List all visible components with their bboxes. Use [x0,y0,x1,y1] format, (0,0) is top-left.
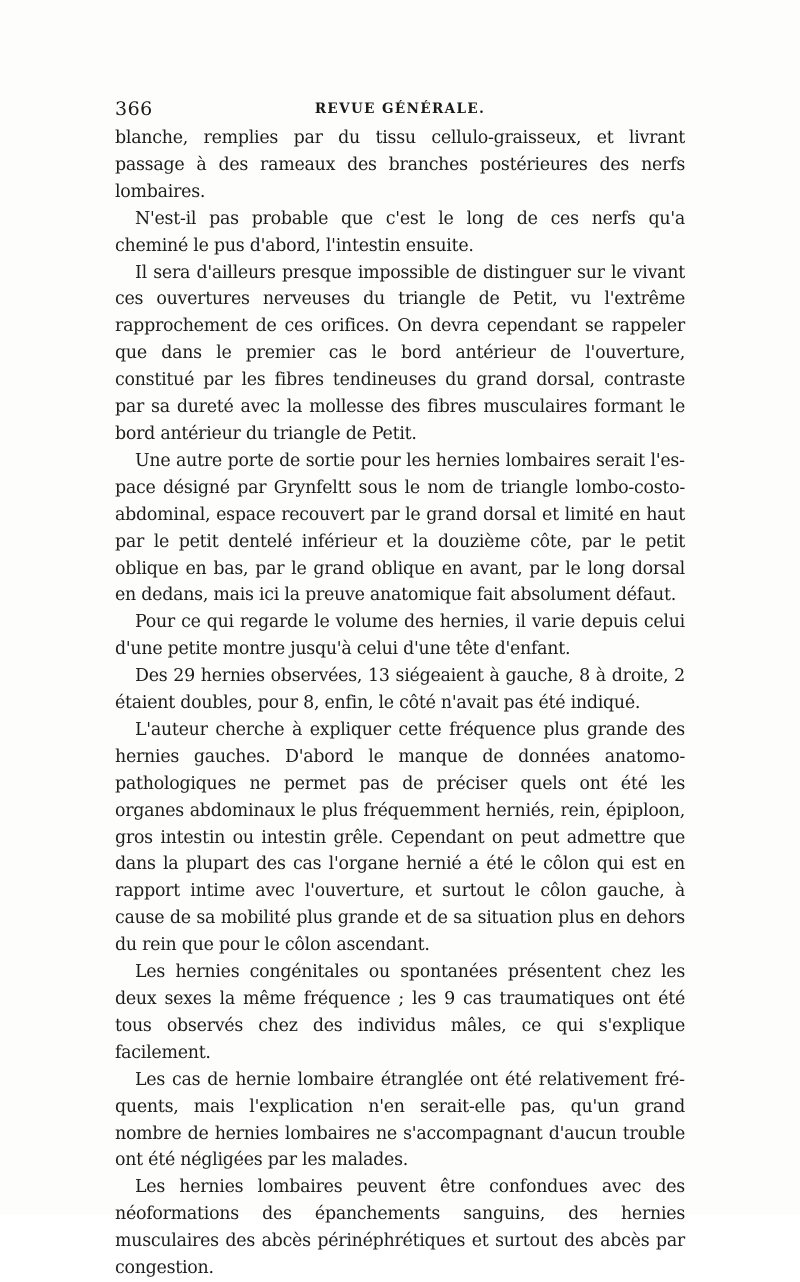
paragraph: N'est-il pas probable que c'est le long de ces nerfs qu'a cheminé le pus d'abord, l'intestin ensuite. [115,208,685,256]
paragraph: Les hernies lombaires peuvent être confondues avec des néoformations des épanchements sanguins, des hernies musculaires des abcès périnéphrétiques et surtout des abcès par congestion. [115,1177,685,1279]
paragraph: Les cas de hernie lombaire étranglée ont été relativement fréquents, mais l'explication n'en serait-elle pas, qu'un grand nombre de hernies lombaires ne s'accompagnant d'aucun trouble ont été négligées par les malades. [115,1069,685,1171]
paragraph: blanche, remplies par du tissu cellulo-graisseux, et livrant passage à des rameaux des branches postérieures des nerfs lombaires. [115,128,685,202]
page-header [115,98,685,126]
body-text [115,125,685,1282]
paragraph: Une autre porte de sortie pour les hernies lombaires serait l'espace désigné par Grynfeltt sous le nom de triangle lombo-costo-abdominal, espace recouvert par le grand dorsal et limité en haut par le petit dentelé inférieur et la douzième côte, par le petit oblique en bas, par le grand oblique en avant, par le long dorsal en dedans, mais ici la preuve anatomique fait absolument défaut. [115,450,685,606]
paragraph: Des 29 hernies observées, 13 siégeaient à gauche, 8 à droite, 2 étaient doubles, pour 8, enfin, le côté n'avait pas été indiqué. [115,666,685,714]
paragraph: L'auteur cherche à expliquer cette fréquence plus grande des hernies gauches. D'abord le manque de données anatomo-pathologiques ne permet pas de préciser quels ont été les organes abdominaux le plus fréquemment herniés, rein, épiploon, gros intestin ou intestin grêle. Cependant on peut admettre que dans la plupart des cas l'organe hernié a été le côlon qui est en rapport intime avec l'ouverture, et surtout le côlon gauche, à cause de sa mobilité plus grande et de sa situation plus en dehors du rein que pour le côlon ascendant. [115,719,685,956]
page-number: 366 [115,98,153,120]
paragraph: Les hernies congénitales ou spontanées présentent chez les deux sexes la même fréquence ; les 9 cas traumatiques ont été tous observés chez des individus mâles, ce qui s'explique facilement. [115,962,685,1063]
paragraph: Pour ce qui regarde le volume des hernies, il varie depuis celui d'une petite montre jusqu'à celui d'une tête d'enfant. [115,612,685,660]
paragraph: Il sera d'ailleurs presque impossible de distinguer sur le vivant ces ouvertures nerveuses du triangle de Petit, vu l'extrême rapprochement de ces orifices. On devra cependant se rappeler que dans le premier cas le bord antérieur de l'ouverture, constitué par les fibres tendineuses du grand dorsal, contraste par sa dureté avec la mollesse des fibres musculaires formant le bord antérieur du triangle de Petit. [115,262,685,444]
running-head: REVUE GÉNÉRALE. [314,101,486,117]
